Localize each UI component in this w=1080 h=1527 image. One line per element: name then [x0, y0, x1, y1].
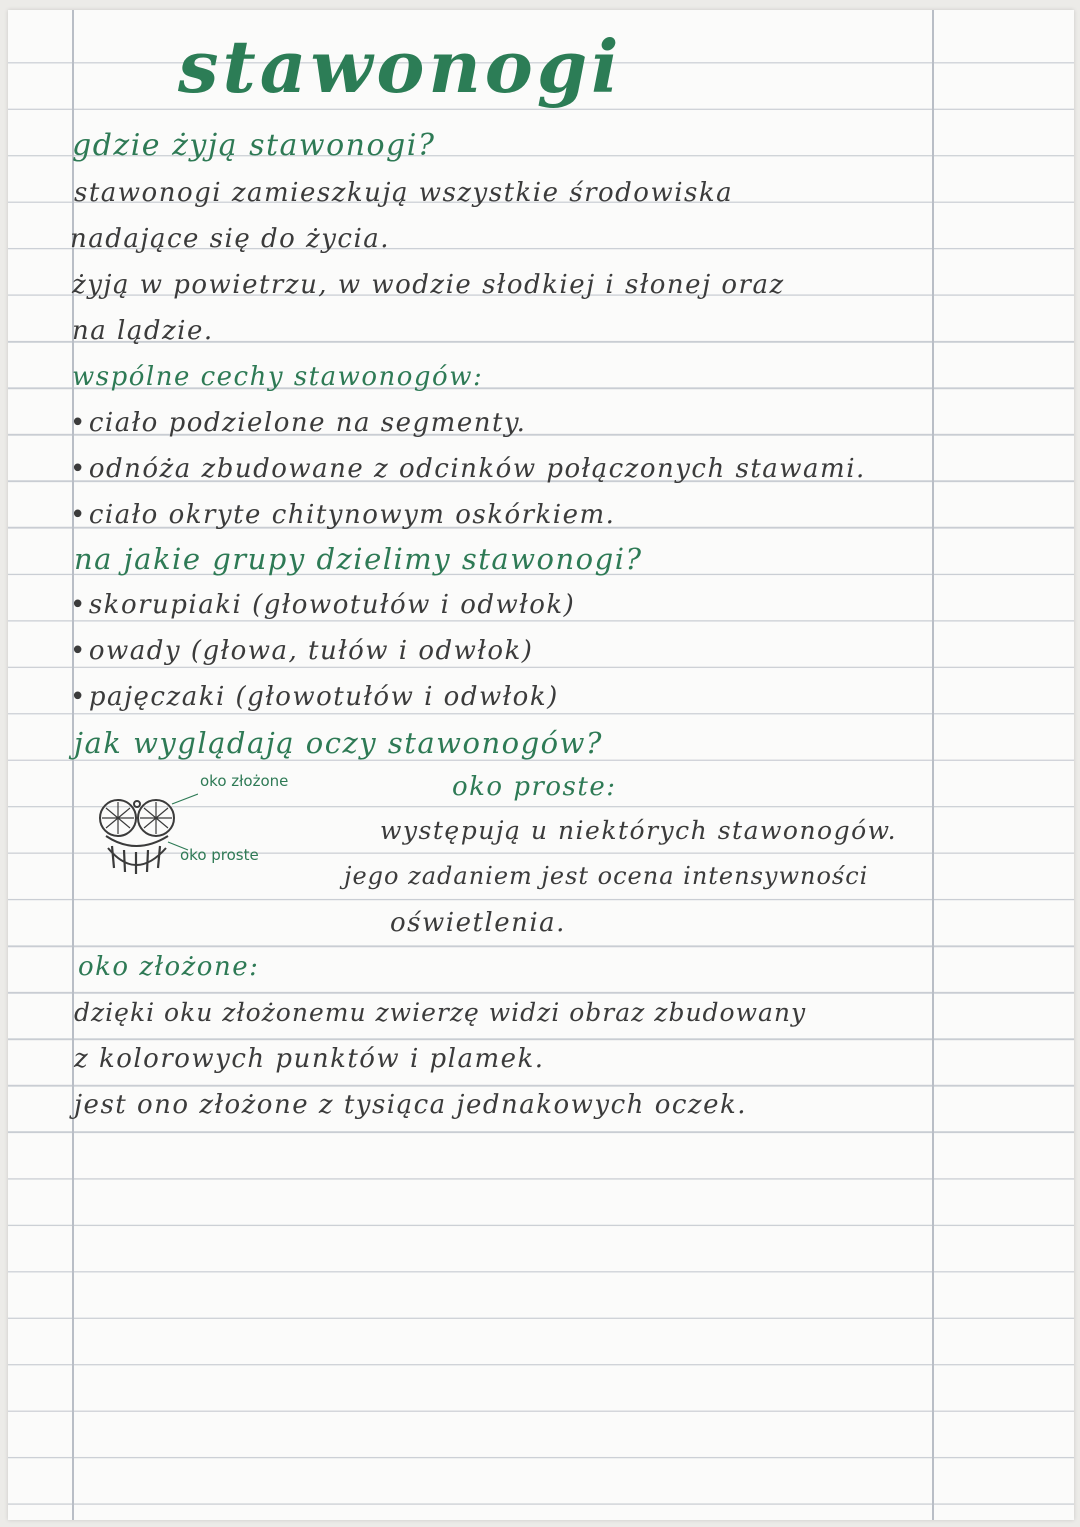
compound-eye-line-3: jest ono złożone z tysiąca jednakowych oczek.	[74, 1090, 748, 1120]
simple-eye-heading: oko proste:	[452, 772, 617, 802]
simple-eye-line-2: jego zadaniem jest ocena intensywności	[344, 862, 869, 890]
groups-question: na jakie grupy dzielimy stawonogi?	[74, 542, 643, 576]
habitat-line-4: na lądzie.	[72, 316, 214, 346]
habitat-question: gdzie żyją stawonogi?	[72, 128, 436, 163]
group-item: • owady (głowa, tułów i odwłok)	[70, 636, 533, 666]
compound-eye-label: oko złożone	[200, 772, 289, 790]
compound-eye-line-2: z kolorowych punktów i plamek.	[74, 1044, 545, 1074]
habitat-line-1: stawonogi zamieszkują wszystkie środowiska	[74, 178, 734, 208]
fly-face	[106, 836, 168, 846]
notebook-page	[8, 10, 1074, 1520]
feature-item: • odnóża zbudowane z odcinków połączonych stawami.	[70, 454, 866, 484]
features-question: wspólne cechy stawonogów:	[72, 362, 484, 392]
simple-eye-label: oko proste	[180, 846, 259, 864]
group-item: • skorupiaki (głowotułów i odwłok)	[70, 590, 575, 620]
feature-item: • ciało podzielone na segmenty.	[70, 408, 526, 438]
simple-eye-dot	[134, 801, 140, 807]
page-title: stawonogi	[178, 24, 623, 109]
fly-head-drawing	[88, 790, 198, 890]
eyes-question: jak wyglądają oczy stawonogów?	[74, 726, 603, 760]
compound-eye-heading: oko złożone:	[78, 952, 260, 982]
habitat-line-2: nadające się do życia.	[70, 224, 391, 254]
habitat-line-3: żyją w powietrzu, w wodzie słodkiej i słonej oraz	[72, 270, 785, 300]
compound-eye-line-1: dzięki oku złożonemu zwierzę widzi obraz zbudowany	[74, 998, 807, 1027]
feature-item: • ciało okryte chitynowym oskórkiem.	[70, 500, 615, 530]
right-margin-line	[932, 10, 934, 1520]
simple-eye-line-3: oświetlenia.	[390, 908, 566, 938]
group-item: • pajęczaki (głowotułów i odwłok)	[70, 682, 559, 712]
simple-eye-line-1: występują u niektórych stawonogów.	[380, 816, 898, 845]
